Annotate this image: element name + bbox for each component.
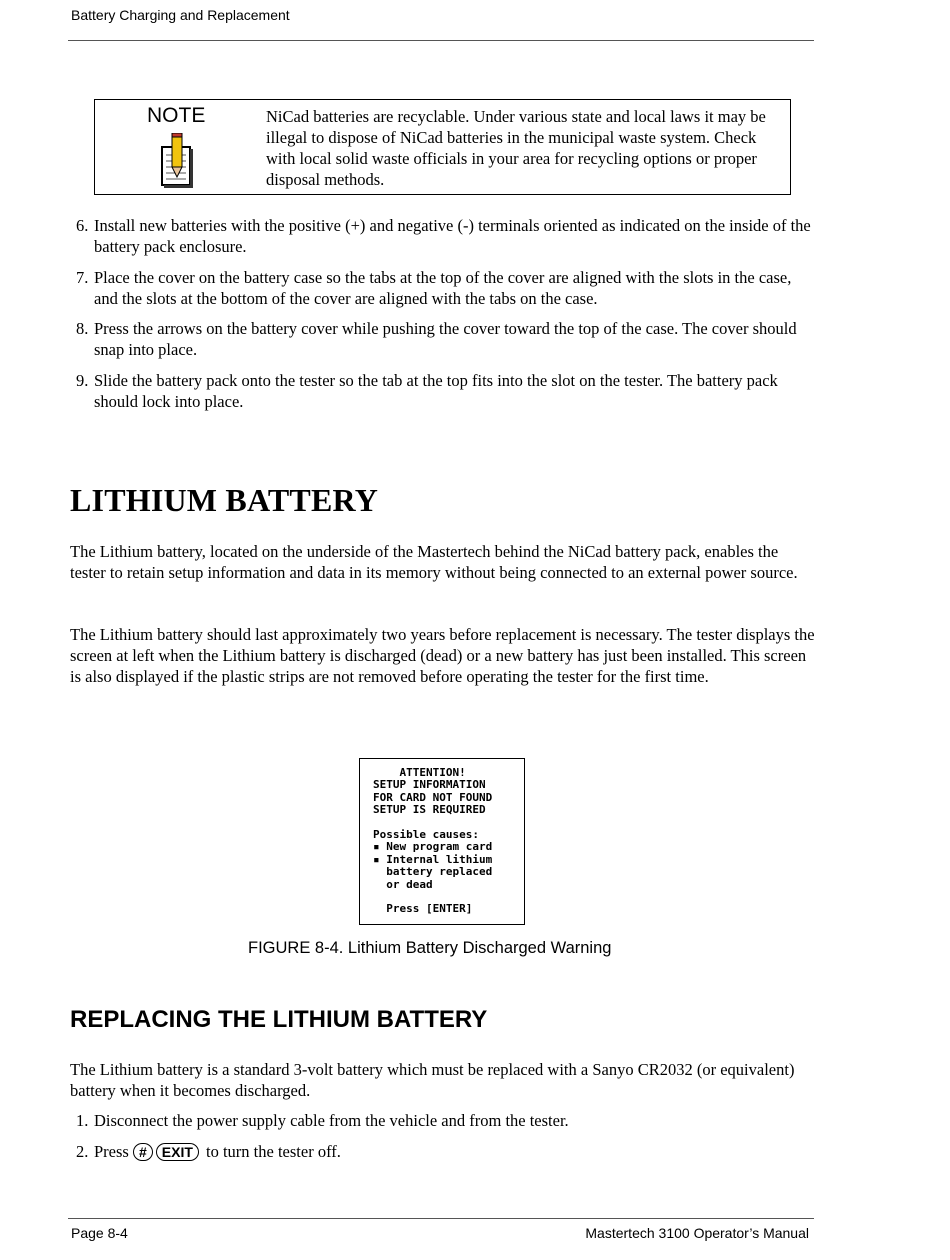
step-number: 2. (76, 1142, 89, 1161)
lithium-paragraph-1: The Lithium battery, located on the underside of the Mastertech behind the NiCad battery pack, enables the tester to retain setup information and data in its memory without being connected to an external power source. (70, 542, 798, 582)
step-text: Place the cover on the battery case so the tabs at the top of the cover are aligned with the slots in the case, and the slots at the bottom of the cover are aligned with the tabs on the case. (94, 268, 792, 308)
note-text: NiCad batteries are recyclable. Under various state and local laws it may be illegal to dispose of NiCad batteries in the municipal waste system. Check with local solid waste officials in your area for recycling options or proper disposal methods. (266, 107, 766, 189)
screen-line: ▪ Internal lithium (373, 852, 493, 866)
header-divider (68, 40, 814, 41)
step-text: Disconnect the power supply cable from the vehicle and from the tester. (94, 1111, 569, 1130)
step-number: 8. (76, 319, 89, 338)
screen-line: FOR CARD NOT FOUND (373, 790, 493, 804)
lithium-paragraph-2: The Lithium battery should last approximately two years before replacement is necessary. The tester displays the screen at left when the Lithium battery is discharged (dead) or a new battery has just been installed. This screen is also displayed if the plastic strips are not removed before operating the tester for the first time. (70, 625, 815, 686)
list-item (70, 370, 815, 412)
list-item (70, 1141, 815, 1162)
step-prefix: Press (94, 1142, 129, 1161)
list-item (70, 215, 815, 257)
section-heading-replacing-lithium-battery: REPLACING THE LITHIUM BATTERY (70, 1006, 488, 1033)
page-number: Page 8-4 (71, 1225, 128, 1241)
step-number: 6. (76, 216, 89, 235)
tester-screen-figure (359, 758, 525, 925)
step-suffix: to turn the tester off. (206, 1142, 341, 1161)
list-item (70, 318, 815, 360)
notepad-pencil-icon (159, 133, 195, 194)
step-text: Install new batteries with the positive (+) and negative (-) terminals oriented as indicated on the inside of the battery pack enclosure. (94, 216, 811, 256)
note-label: NOTE (147, 104, 206, 127)
screen-line: SETUP INFORMATION (373, 778, 486, 792)
screen-line: SETUP IS REQUIRED (373, 803, 486, 817)
replacing-paragraph: The Lithium battery is a standard 3-volt battery which must be replaced with a Sanyo CR2032 (or equivalent) battery when it becomes discharged. (70, 1060, 795, 1100)
screen-line: Press [ENTER] (373, 902, 473, 916)
screen-line: battery replaced (373, 865, 493, 879)
screen-line: ▪ New program card (373, 840, 493, 854)
footer-divider (68, 1218, 814, 1219)
note-box (94, 99, 791, 195)
running-header: Battery Charging and Replacement (71, 7, 290, 23)
figure-caption: FIGURE 8-4. Lithium Battery Discharged Warning (248, 939, 612, 957)
screen-line: ATTENTION! (373, 766, 466, 779)
screen-line: or dead (373, 877, 433, 891)
screen-line: Possible causes: (373, 828, 479, 842)
screen-text (373, 767, 492, 916)
manual-title: Mastertech 3100 Operator’s Manual (585, 1225, 809, 1241)
exit-key-glyph: EXIT (156, 1143, 199, 1161)
step-text: Press the arrows on the battery cover while pushing the cover toward the top of the case. The cover should snap into place. (94, 319, 797, 359)
list-item (70, 267, 815, 309)
section-heading-lithium-battery: LITHIUM BATTERY (70, 482, 378, 518)
step-number: 7. (76, 268, 89, 287)
step-text: Slide the battery pack onto the tester so the tab at the top fits into the slot on the tester. The battery pack should lock into place. (94, 371, 778, 411)
list-item (70, 1110, 815, 1131)
hash-key-glyph: # (133, 1143, 153, 1161)
step-number: 1. (76, 1111, 89, 1130)
step-number: 9. (76, 371, 89, 390)
step-text (94, 1141, 815, 1162)
